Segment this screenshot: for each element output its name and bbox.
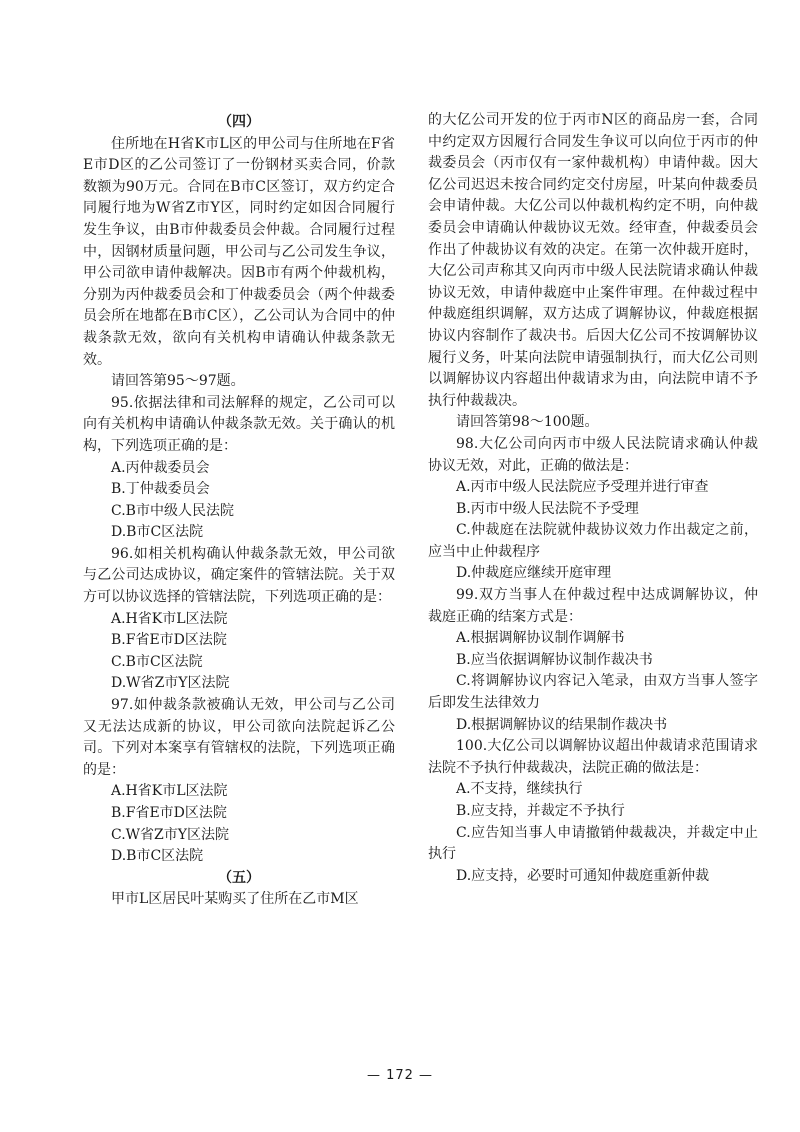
section-5-intro-start: 甲市L区居民叶某购买了住所在乙市M区 [111,891,359,908]
question-97-stem: 97.如仲裁条款被确认无效，甲公司与乙公司又无法达成新的协议，甲公司欲向法院起诉乙公司。下列对本案享有管辖权的法院，下列选项正确的是： [83,697,395,778]
question-98-stem: 98.大亿公司向丙市中级人民法院请求确认仲裁协议无效，对此，正确的做法是： [428,435,758,474]
section-4-heading: （四） [218,114,260,130]
question-95-option: D.B市C区法院 [111,524,204,541]
question-99-option: A.根据调解协议制作调解书 [456,630,625,647]
question-97-option: B.F省E市D区法院 [111,805,227,821]
question-99-option: C.将调解协议内容记入笔录，由双方当事人签字后即发生法律效力 [428,673,758,712]
section-4-prompt: 请回答第95～97题。 [111,373,245,390]
question-96-option: D.W省Z市Y区法院 [111,675,230,692]
question-96-option: B.F省E市D区法院 [111,632,227,649]
question-99-stem: 99.双方当事人在仲裁过程中达成调解协议，仲裁庭正确的结案方式是： [428,587,758,625]
left-column [83,112,395,911]
question-96-stem: 96.如相关机构确认仲裁条款无效，甲公司欲与乙公司达成协议，确定案件的管辖法院。关于双方可以协议选择的管辖法院，下列选项正确的是： [83,545,395,606]
question-99-option: B.应当依据调解协议制作裁决书 [456,651,653,668]
section-5-intro-continued: 的大亿公司开发的位于丙市N区的商品房一套，合同中约定双方因履行合同发生争议可以向位于丙市的仲裁委员会（丙市仅有一家仲裁机构）申请仲裁。因大亿公司迟迟未按合同约定交付房屋，叶某向仲裁委员会申请仲裁。大亿公司以仲裁机构约定不明，向仲裁委员会申请确认仲裁协议无效。经审查，仲裁委员会作出了仲裁协议有效的决定。在第一次仲裁开庭时，大亿公司声称其又向丙市中级人民法院请求确认仲裁协议无效，申请仲裁庭中止案件审理。在仲裁过程中仲裁庭组织调解，双方达成了调解协议，仲裁庭根据协议内容制作了裁决书。后因大亿公司不按调解协议履行义务，叶某向法院申请强制执行，而大亿公司则以调解协议内容超出仲裁请求为由，向法院申请不予执行仲裁裁决。 [428,112,758,409]
question-96-option: A.H省K市L区法院 [111,610,228,627]
question-98-option: C.仲裁庭在法院就仲裁协议效力作出裁定之前，应当中止仲裁程序 [428,522,758,560]
question-98-option: B.丙市中级人民法院不予受理 [456,500,639,517]
question-100-option: A.不支持，继续执行 [456,781,583,798]
question-95-option: B.丁仲裁委员会 [111,481,210,498]
question-95-option: A.丙仲裁委员会 [111,459,210,476]
question-100-stem: 100.大亿公司以调解协议超出仲裁请求范围请求法院不予执行仲裁裁决，法院正确的做法是： [428,738,758,776]
section-5-prompt: 请回答第98～100题。 [456,414,599,431]
question-96-option: C.B市C区法院 [111,653,203,670]
section-4-intro: 住所地在H省K市L区的甲公司与住所地在F省E市D区的乙公司签订了一份钢材买卖合同，价款数额为90万元。合同在B市C区签订，双方约定合同履行地为W省Z市Y区，同时约定如因合同履行发生争议，由B市仲裁委员会仲裁。合同履行过程中，因钢材质量问题，甲公司与乙公司发生争议，甲公司欲申请仲裁解决。因B市有两个仲裁机构，分别为丙仲裁委员会和丁仲裁委员会（两个仲裁委员会所在地都在B市C区），乙公司认为合同中的仲裁条款无效，欲向有关机构申请确认仲裁条款无效。 [83,135,395,368]
right-column [428,110,758,887]
question-97-option: A.H省K市L区法院 [111,783,228,800]
section-5-heading: （五） [218,869,260,886]
question-98-option: A.丙市中级人民法院应予受理并进行审查 [456,479,709,496]
question-100-option: C.应告知当事人申请撤销仲裁裁决，并裁定中止执行 [428,824,758,863]
page-number: — 172 — [366,1068,434,1083]
question-100-option: B.应支持，并裁定不予执行 [456,803,625,819]
question-95-stem: 95.依据法律和司法解释的规定，乙公司可以向有关机构申请确认仲裁条款无效。关于确认的机构，下列选项正确的是： [83,394,395,454]
question-95-option: C.B市中级人民法院 [111,502,234,519]
question-97-option: C.W省Z市Y区法院 [111,826,230,843]
question-100-option: D.应支持，必要时可通知仲裁庭重新仲裁 [456,867,710,884]
question-97-option: D.B市C区法院 [111,848,204,865]
question-99-option: D.根据调解协议的结果制作裁决书 [456,716,668,733]
question-98-option: D.仲裁庭应继续开庭审理 [456,565,612,582]
